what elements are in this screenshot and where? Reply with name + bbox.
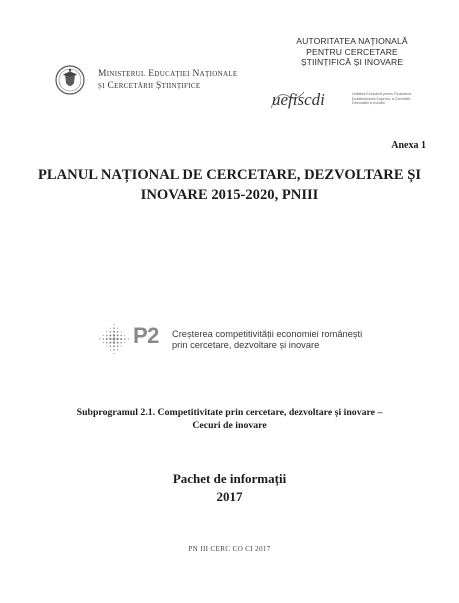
p2-dot — [120, 342, 122, 344]
subprogram-title — [25, 406, 434, 432]
p2-dot — [110, 331, 112, 333]
info-packet-title: Pachet de informații — [172, 471, 287, 486]
p2-dot — [120, 338, 122, 340]
p2-dot — [117, 328, 118, 329]
annex-label: Anexa 1 — [391, 140, 426, 151]
uefiscdi-full-name-line3: Dezvoltării și Inovării — [352, 101, 385, 106]
p2-dot — [110, 345, 112, 347]
p2-dot — [120, 335, 122, 337]
p2-dot — [124, 338, 126, 340]
program-tagline-line2: prin cercetare, dezvoltare și inovare — [172, 340, 320, 350]
p2-dot — [128, 338, 129, 339]
p2-dot — [113, 341, 115, 343]
authority-name — [292, 36, 412, 68]
ministry-name-line1: Ministerul Educației Naționale — [98, 69, 238, 79]
p2-dot — [124, 342, 125, 343]
p2-dot — [121, 346, 122, 347]
subprogram-title-line2: Cecuri de inovare — [192, 420, 267, 431]
p2-dot — [117, 345, 119, 347]
p2-dot — [117, 331, 119, 333]
authority-name-line2: PENTRU CERCETARE — [306, 46, 398, 57]
p2-dot — [109, 342, 111, 344]
p2-dot — [99, 338, 100, 339]
document-title — [30, 165, 429, 205]
p2-dot — [106, 331, 107, 332]
authority-name-line3: ȘTIINȚIFICĂ ȘI INOVARE — [300, 57, 404, 67]
p2-dot — [110, 328, 111, 329]
program-tagline-line1: Creșterea competitivității economiei românești — [172, 329, 363, 339]
uefiscdi-full-name — [352, 92, 432, 106]
p2-dot — [103, 342, 104, 343]
ministry-name — [98, 68, 237, 92]
p2-dot — [103, 335, 104, 336]
uefiscdi-logo-text: uefiscdi — [272, 90, 325, 109]
info-packet-heading — [30, 470, 429, 506]
p2-dot — [113, 327, 115, 329]
uefiscdi-full-name-line2: Învățământului Superior, a Cercetării, — [352, 96, 412, 101]
p2-dot — [109, 334, 111, 336]
p2-dot — [116, 338, 118, 340]
p2-dot — [117, 342, 119, 344]
document-code: PN III CERC CO CI 2017 — [188, 545, 271, 553]
p2-dot — [113, 334, 115, 336]
p2-dot — [106, 335, 108, 337]
p2-dot — [113, 349, 115, 351]
ministry-name-line2: și Cercetării Științifice — [98, 81, 201, 91]
p2-dot — [113, 353, 114, 354]
p2-dot — [106, 338, 108, 340]
authority-name-line1: AUTORITATEA NAȚIONALĂ — [296, 36, 408, 46]
p2-dots-icon — [97, 322, 131, 356]
p2-dot — [113, 338, 116, 341]
p2-dot — [117, 349, 118, 350]
program-code: P2 — [133, 323, 159, 348]
info-packet-year: 2017 — [216, 489, 243, 504]
p2-dot — [117, 334, 119, 336]
romanian-coat-of-arms-seal-icon — [55, 64, 85, 96]
p2-dot — [106, 342, 108, 344]
p2-dot — [121, 331, 122, 332]
p2-dot — [110, 349, 111, 350]
p2-dot — [113, 324, 114, 325]
uefiscdi-logo — [268, 86, 350, 112]
p2-dot — [102, 338, 104, 340]
program-tagline — [172, 329, 362, 351]
document-title-line1: PLANUL NAȚIONAL DE CERCETARE, DEZVOLTARE ȘI — [37, 167, 421, 183]
p2-dot — [106, 346, 107, 347]
p2-dot — [109, 338, 111, 340]
p2-dot — [113, 331, 115, 333]
document-title-line2: INOVARE 2015-2020, PNIII — [140, 187, 319, 203]
subprogram-title-line1: Subprogramul 2.1. Competitivitate prin cercetare, dezvoltare și inovare – — [76, 407, 383, 418]
uefiscdi-full-name-line1: Unitatea Executivă pentru Finanțarea — [352, 92, 412, 96]
p2-dot — [124, 335, 125, 336]
p2-dot — [113, 345, 115, 347]
